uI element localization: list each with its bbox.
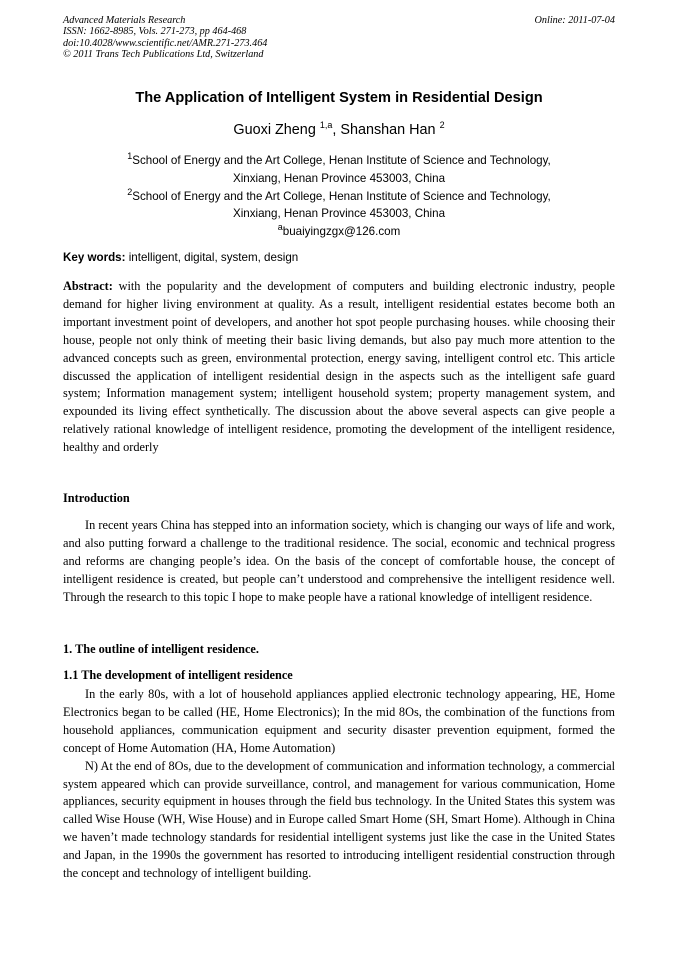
abstract xyxy=(63,278,615,457)
author-1-affiliation-mark: 1,a xyxy=(319,120,333,131)
affiliation-1-line-2: Xinxiang, Henan Province 453003, China xyxy=(232,171,446,185)
section-1-1-heading: 1.1 The development of intelligent residence xyxy=(63,668,293,682)
affiliation-2-line-1 xyxy=(40,188,638,206)
affiliations xyxy=(40,152,638,241)
journal-header xyxy=(63,15,615,60)
paper-title: The Application of Intelligent System in Residential Design xyxy=(135,90,543,106)
email-mark: a xyxy=(277,222,283,233)
abstract-text: with the popularity and the development of computers and building electronic industry, people demand for higher living environment at quality. As a result, intelligent residential estates become both an important investment point of developers, and another hot spot people purchasing houses. while choosing their house, people not only think of meeting their basic living demands, but also pay much more attention to the advanced concepts such as green, environmental protection, energy saving, intelligent control etc. This article discussed the application of intelligent residential design in the aspects such as the intelligent safe guard system; Information management system; intelligent household system; property management system, and expounded its living effect synthetically. The discussion about the above several aspects can give people a relatively rational knowledge of intelligent residence, promoting the development of the intelligent residence, healthy and orderly xyxy=(63,279,615,455)
section-1-1-paragraph-1: In the early 80s, with a lot of household appliances applied electronic technology appearing, HE, Home Electronics began to be called (HE, Home Electronics); In the mid 8Os, the combination of the functions from household appliances, communication equipment and security disaster prevention equipment, formed the concept of Home Automation (HA, Home Automation) xyxy=(63,687,615,755)
author-line xyxy=(40,122,638,138)
affiliation-1-line-1 xyxy=(40,152,638,170)
author-2: Shanshan Han xyxy=(340,122,436,138)
issn-line: ISSN: 1662-8985, Vols. 271-273, pp 464-468 xyxy=(63,26,247,38)
introduction-paragraph: In recent years China has stepped into an information society, which is changing our ways of life and work, and also putting forward a challenge to the traditional residence. The social, economic and technical progress and reforms are changing people’s idea. On the basis of the concept of comfortable house, the concept of intelligent residence is created, but people can’t understood and comprehensive the intelligent residence well. Through the research to this topic I hope to make people have a rational knowledge of intelligent residence. xyxy=(63,518,615,604)
keywords-label: Key words: xyxy=(63,251,126,264)
online-date: Online: 2011-07-04 xyxy=(534,15,615,26)
affiliation-2-mark: 2 xyxy=(127,186,133,197)
affiliation-2-line-2: Xinxiang, Henan Province 453003, China xyxy=(232,207,446,221)
author-2-affiliation-mark: 2 xyxy=(439,120,445,131)
section-1-heading: 1. The outline of intelligent residence. xyxy=(63,642,259,656)
introduction-body xyxy=(63,517,615,607)
email-address: buaiyingzgx@126.com xyxy=(282,225,401,239)
keywords-text: intelligent, digital, system, design xyxy=(128,251,299,264)
affiliation-1-text: School of Energy and the Art College, Henan Institute of Science and Technology, xyxy=(132,154,551,167)
section-1-1-body xyxy=(63,686,615,883)
author-1: Guoxi Zheng xyxy=(233,122,316,138)
section-1-1-paragraph-2: N) At the end of 8Os, due to the development of communication and information technology, a commercial system appeared which can provide surveillance, control, and management for various communication, Home appliances, security equipment in houses through the field bus technology. In the United States this system was called Wise House (WH, Wise House) and in Europe called Smart Home (SH, Smart Home). Although in China we haven’t made technology standards for residential intelligent systems just like the case in the United States and Japan, in the 1990s the government has resorted to introducing intelligent residential construction through the concept and technology of intelligent building. xyxy=(63,758,615,881)
affiliation-1-mark: 1 xyxy=(127,151,133,162)
author-separator: , xyxy=(332,122,337,138)
affiliation-2-text: School of Energy and the Art College, Henan Institute of Science and Technology, xyxy=(132,189,551,203)
journal-name: Advanced Materials Research xyxy=(63,15,186,26)
copyright-line: © 2011 Trans Tech Publications Ltd, Switzerland xyxy=(63,48,264,60)
email-line xyxy=(40,223,638,241)
abstract-label: Abstract: xyxy=(63,279,113,293)
introduction-heading: Introduction xyxy=(63,491,130,505)
doi-line: doi:10.4028/www.scientific.net/AMR.271-273.464 xyxy=(63,37,268,49)
keywords xyxy=(63,251,615,264)
